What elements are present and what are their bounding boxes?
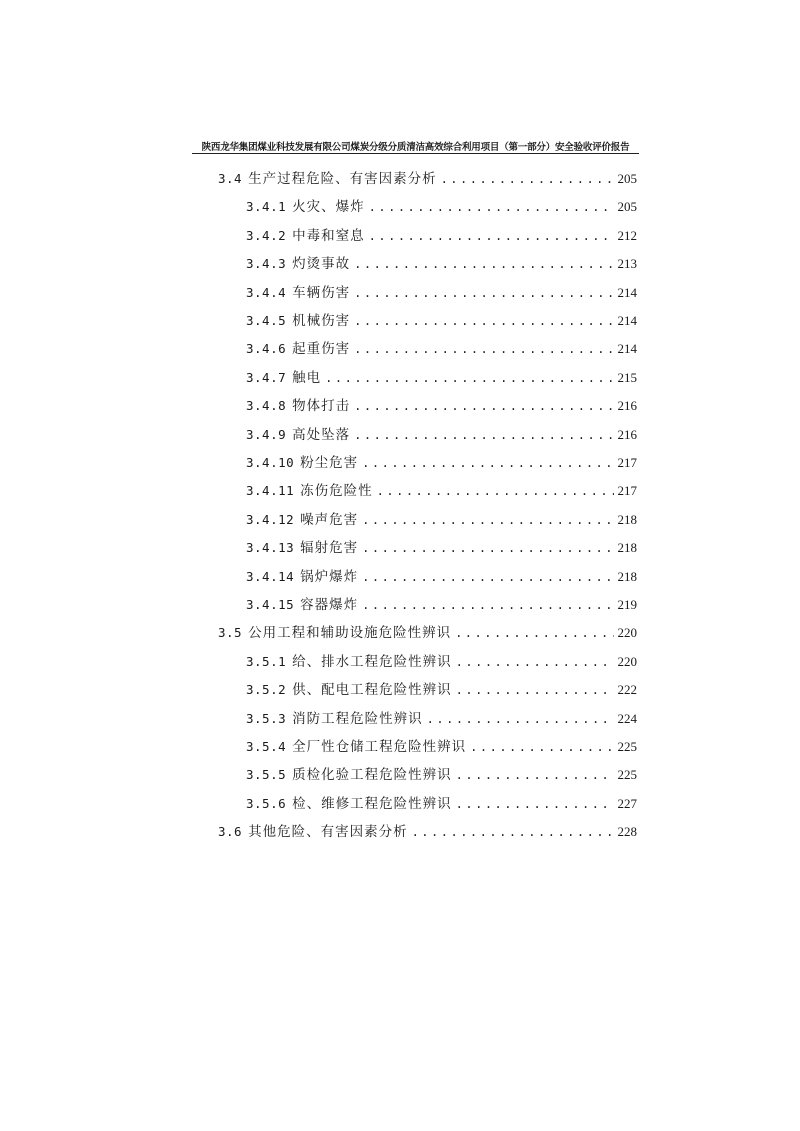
toc-entry	[246, 594, 637, 616]
toc-leader-dots	[456, 679, 614, 701]
toc-entry	[246, 253, 637, 275]
header-rule	[192, 153, 639, 154]
toc-entry	[246, 196, 637, 218]
toc-leader-dots	[354, 338, 613, 360]
toc-entry-title: 质检化验工程危险性辨识	[292, 767, 452, 784]
toc-entry-page: 217	[617, 455, 637, 470]
toc-entry-title: 检、维修工程危险性辨识	[292, 795, 452, 812]
toc-entry-page: 227	[617, 795, 637, 811]
toc-entry-title: 中毒和窒息	[292, 227, 365, 244]
toc-entry-number: 3.5.3	[246, 710, 287, 726]
toc-entry-title: 锅炉爆炸	[300, 568, 359, 585]
toc-entry-number: 3.5.2	[246, 682, 287, 698]
toc-entry	[246, 509, 637, 531]
toc-leader-dots	[325, 367, 613, 389]
toc-entry-title: 冻伤危险性	[300, 483, 373, 500]
toc-leader-dots	[362, 452, 613, 474]
toc-entry-title: 辐射危害	[300, 540, 359, 557]
toc-leader-dots	[456, 764, 614, 786]
toc-leader-dots	[354, 282, 613, 304]
toc-entry-page: 218	[617, 511, 637, 527]
toc-entry	[246, 395, 637, 417]
toc-entry-number: 3.4.10	[246, 455, 295, 470]
toc-entry-title: 车辆伤害	[292, 284, 351, 301]
toc-entry-number: 3.4.13	[246, 540, 295, 556]
toc-entry-number: 3.4.6	[246, 341, 287, 357]
toc-entry-number: 3.4.4	[246, 284, 287, 300]
toc-leader-dots	[362, 537, 613, 559]
toc-entry	[218, 168, 637, 190]
toc-entry	[246, 282, 637, 304]
toc-entry	[246, 537, 637, 559]
toc-leader-dots	[470, 736, 613, 758]
toc-entry-number: 3.4.11	[246, 483, 295, 499]
toc-entry-page: 224	[617, 710, 637, 726]
toc-leader-dots	[456, 793, 614, 815]
toc-entry-title: 起重伤害	[292, 341, 351, 358]
toc-leader-dots	[441, 168, 614, 190]
toc-entry-number: 3.4.3	[246, 256, 287, 272]
toc-entry-number: 3.5.4	[246, 739, 287, 754]
toc-entry	[246, 367, 637, 389]
toc-entry-number: 3.4.7	[246, 369, 287, 385]
toc-entry	[246, 424, 637, 446]
toc-entry-title: 消防工程危险性辨识	[292, 710, 423, 727]
toc-entry-page: 213	[617, 256, 637, 272]
toc-leader-dots	[362, 594, 613, 616]
toc-entry-number: 3.4.2	[246, 227, 287, 243]
toc-leader-dots	[354, 395, 613, 417]
toc-entry-page: 217	[617, 483, 637, 499]
toc-entry-title: 容器爆炸	[300, 597, 359, 613]
toc-entry-title: 噪声危害	[300, 511, 359, 528]
toc-entry-number: 3.5.1	[246, 653, 287, 669]
toc-entry-title: 灼烫事故	[292, 256, 351, 273]
toc-entry-title: 生产过程危险、有害因素分析	[248, 171, 437, 187]
toc-entry-title: 机械伤害	[292, 313, 351, 329]
toc-entry	[246, 793, 637, 815]
toc-leader-dots	[354, 253, 613, 275]
toc-entry-page: 212	[617, 227, 637, 243]
toc-entry-page: 215	[617, 369, 637, 385]
toc-leader-dots	[377, 480, 614, 502]
toc-entry-page: 225	[617, 739, 637, 754]
running-header: 陕西龙华集团煤业科技发展有限公司煤炭分级分质清洁高效综合利用项目（第一部分）安全验收评价报告	[201, 142, 630, 153]
toc-entry	[246, 225, 637, 247]
toc-entry	[218, 622, 637, 644]
toc-leader-dots	[369, 196, 614, 218]
toc-entry-title: 公用工程和辅助设施危险性辨识	[248, 625, 452, 642]
toc-entry-page: 216	[617, 398, 637, 414]
toc-entry-page: 228	[617, 824, 637, 840]
toc-entry	[246, 480, 637, 502]
toc-entry-title: 供、配电工程危险性辨识	[292, 682, 452, 699]
toc-entry-number: 3.4.1	[246, 199, 287, 215]
toc-entry-title: 物体打击	[292, 398, 351, 415]
toc-entry-page: 220	[617, 653, 637, 669]
toc-entry-page: 214	[617, 284, 637, 300]
toc-entry-title: 触电	[292, 369, 322, 386]
toc-entry-page: 216	[617, 426, 637, 442]
toc-leader-dots	[427, 708, 614, 730]
toc-entry-number: 3.4.9	[246, 426, 287, 442]
toc-entry	[246, 679, 637, 701]
toc-entry-number: 3.4.14	[246, 568, 295, 584]
toc-entry	[246, 338, 637, 360]
toc-entry-number: 3.5.5	[246, 767, 287, 783]
toc-entry-number: 3.6	[218, 824, 243, 840]
toc-entry-number: 3.4.5	[246, 313, 287, 328]
toc-leader-dots	[354, 310, 613, 332]
toc-entry-title: 高处坠落	[292, 426, 351, 443]
toc-entry-page: 218	[617, 568, 637, 584]
toc-entry	[246, 651, 637, 673]
toc-entry-title: 粉尘危害	[300, 455, 359, 471]
toc-entry-page: 218	[617, 540, 637, 556]
toc-leader-dots	[412, 821, 614, 843]
toc-entry-page: 205	[617, 199, 637, 215]
toc-leader-dots	[362, 509, 613, 531]
toc-entry-number: 3.4.8	[246, 398, 287, 414]
toc-leader-dots	[369, 225, 614, 247]
toc-entry-number: 3.5.6	[246, 795, 287, 811]
toc-entry	[246, 764, 637, 786]
toc-entry-page: 214	[617, 313, 637, 328]
toc-leader-dots	[362, 566, 613, 588]
toc-entry-title: 火灾、爆炸	[292, 199, 365, 216]
toc-entry-page: 222	[617, 682, 637, 698]
toc-entry	[246, 736, 637, 758]
toc-entry	[246, 452, 637, 474]
toc-entry-title: 其他危险、有害因素分析	[248, 824, 408, 841]
toc-entry	[218, 821, 637, 843]
toc-entry-page: 220	[617, 625, 637, 641]
toc-entry	[246, 310, 637, 332]
toc-entry-number: 3.5	[218, 625, 243, 641]
toc-entry-title: 给、排水工程危险性辨识	[292, 653, 452, 670]
toc-entry-page: 214	[617, 341, 637, 357]
toc-leader-dots	[455, 622, 613, 644]
toc-entry-title: 全厂性仓储工程危险性辨识	[292, 739, 467, 755]
toc-leader-dots	[456, 651, 614, 673]
toc-entry	[246, 708, 637, 730]
toc-entry-number: 3.4.12	[246, 511, 295, 527]
toc-entry-page: 225	[617, 767, 637, 783]
toc-entry-page: 205	[617, 171, 637, 186]
toc-entry-number: 3.4.15	[246, 597, 295, 612]
toc-entry-number: 3.4	[218, 171, 243, 186]
toc-leader-dots	[354, 424, 613, 446]
toc-entry	[246, 566, 637, 588]
toc-entry-page: 219	[617, 597, 637, 612]
